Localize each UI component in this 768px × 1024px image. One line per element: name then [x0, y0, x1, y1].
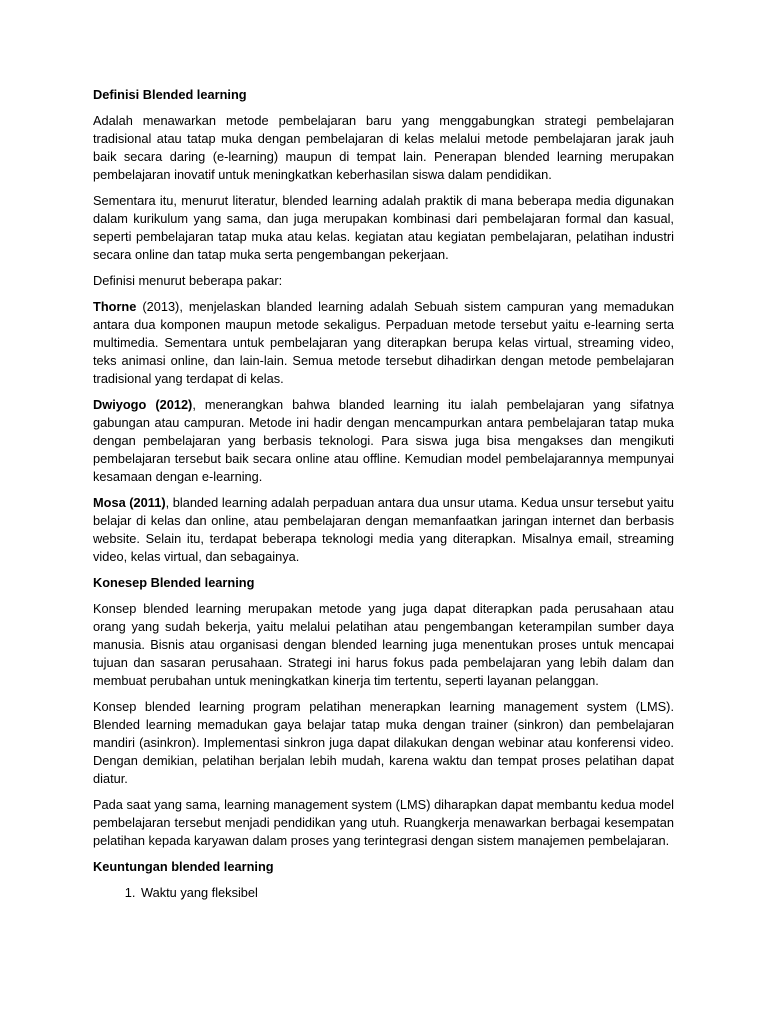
heading-definition: Definisi Blended learning	[93, 87, 247, 102]
expert-name: Thorne	[93, 299, 137, 314]
benefits-list	[93, 884, 674, 902]
expert-text: (2013), menjelaskan blanded learning adalah Sebuah sistem campuran yang memadukan antara dua komponen maupun metode sekaligus. Perpaduan metode tersebut yaitu e-learning serta multimedia. Sementara untuk pembelajaran yang diterapkan berupa kelas virtual, streaming video, teks animasi online, dan lain-lain. Semua metode tersebut dihadirkan dengan metode pembelajaran tradisional yang terdapat di kelas.	[93, 299, 674, 386]
paragraph-concept-1: Konsep blended learning merupakan metode yang juga dapat diterapkan pada perusahaan atau orang yang sudah bekerja, yaitu melalui pelatihan atau pengembangan keterampilan sumber daya manusia. Bisnis atau organisasi dengan blended learning juga menentukan proses untuk mencapai tujuan dan sasaran perusahaan. Strategi ini harus fokus pada pembelajaran yang lebih dalam dan membuat perubahan untuk meningkatkan kinerja tim tertentu, seperti layanan pelanggan.	[93, 601, 674, 688]
paragraph-expert-thorne	[93, 298, 674, 388]
paragraph-expert-mosa	[93, 494, 674, 566]
paragraph-experts-intro: Definisi menurut beberapa pakar:	[93, 273, 283, 288]
expert-text: , menerangkan bahwa blanded learning itu ialah pembelajaran yang sifatnya gabungan atau campuran. Metode ini hadir dengan mencampurkan antara pembelajaran tatap muka dengan pembelajaran yang berbasis teknologi. Para siswa juga bisa mengakses dan mengikuti pembelajaran tersebut baik secara online atau offline. Kemudian model pembelajarannya mempunyai kesamaan dengan e-learning.	[93, 397, 674, 484]
paragraph-concept-2: Konsep blended learning program pelatihan menerapkan learning management system (LMS). Blended learning memadukan gaya belajar tatap muka dengan trainer (sinkron) dan pembelajaran mandiri (asinkron). Implementasi sinkron juga dapat dilakukan dengan webinar atau konferensi video. Dengan demikian, pelatihan berjalan lebih mudah, karena waktu dan tempat proses pelatihan dapat diatur.	[93, 699, 674, 786]
expert-text: , blanded learning adalah perpaduan antara dua unsur utama. Kedua unsur tersebut yaitu belajar di kelas dan online, atau pembelajaran dengan memanfaatkan jaringan internet dan berbasis website. Selain itu, terdapat beberapa teknologi media yang diterapkan. Misalnya email, streaming video, kelas virtual, dan sebagainya.	[93, 495, 674, 564]
paragraph-definition-1: Adalah menawarkan metode pembelajaran baru yang menggabungkan strategi pembelajaran tradisional atau tatap muka dengan pembelajaran di kelas melalui metode pembelajaran jarak jauh baik secara daring (e-learning) maupun di tempat lain. Penerapan blended learning merupakan pembelajaran inovatif untuk meningkatkan keberhasilan siswa dalam pendidikan.	[93, 113, 674, 182]
paragraph-definition-2: Sementara itu, menurut literatur, blended learning adalah praktik di mana beberapa media digunakan dalam kurikulum yang sama, dan juga merupakan kombinasi dari pembelajaran formal dan kasual, seperti pembelajaran tatap muka atau kelas. kegiatan atau kegiatan pembelajaran, pelatihan industri secara online dan tatap muka serta pengembangan pekerjaan.	[93, 193, 674, 262]
expert-name: Dwiyogo (2012)	[93, 397, 193, 412]
list-item: 1. Waktu yang fleksibel	[139, 884, 674, 902]
expert-name: Mosa (2011)	[93, 495, 166, 510]
paragraph-expert-dwiyogo	[93, 396, 674, 486]
heading-benefits: Keuntungan blended learning	[93, 859, 274, 874]
heading-concept: Konesep Blended learning	[93, 575, 255, 590]
paragraph-concept-3: Pada saat yang sama, learning management system (LMS) diharapkan dapat membantu kedua model pembelajaran tersebut menjadi pendidikan yang utuh. Ruangkerja menawarkan berbagai kesempatan pelatihan kepada karyawan dalam proses yang terintegrasi dengan sistem manajemen pembelajaran.	[93, 797, 674, 848]
